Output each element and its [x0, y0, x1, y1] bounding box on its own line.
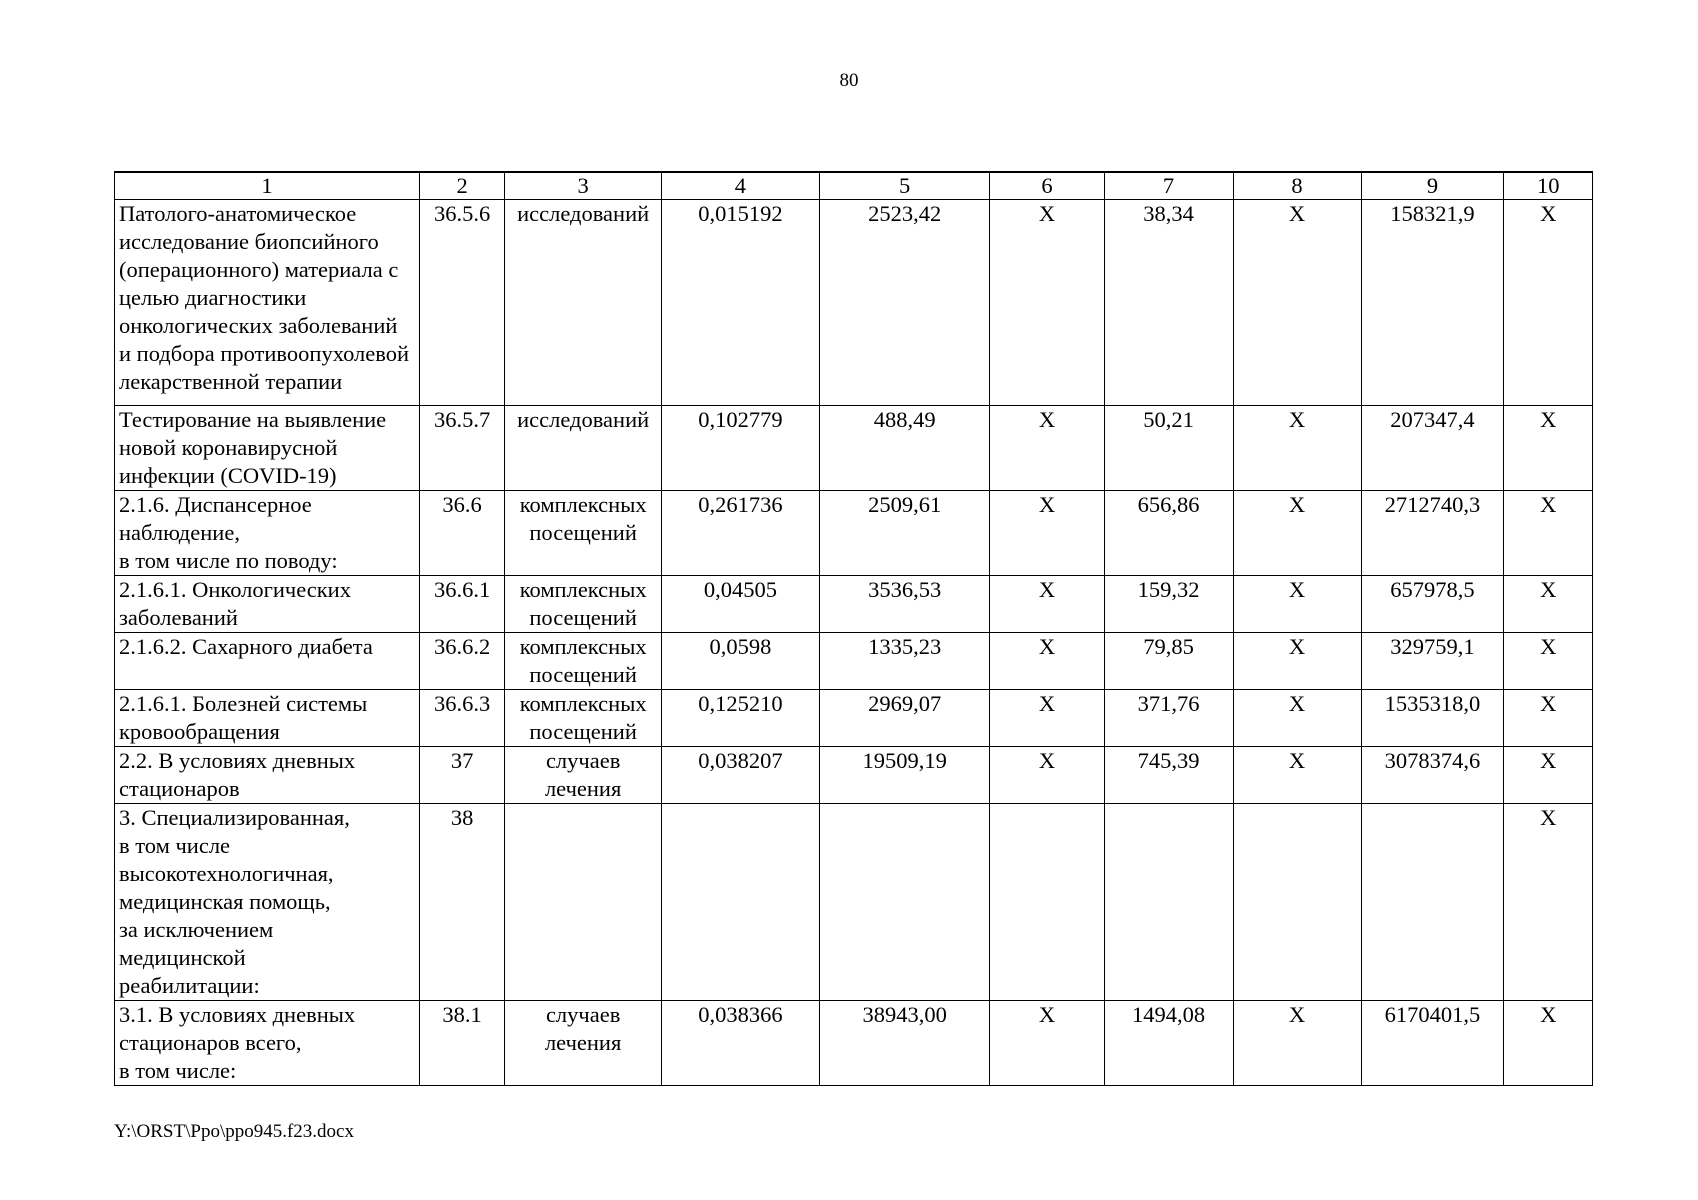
row-unit-cell: комплексных посещений [505, 633, 662, 690]
row-col6-cell: Х [990, 1001, 1104, 1086]
table-row [115, 804, 1593, 1001]
row-col4-cell: 0,102779 [662, 406, 820, 491]
row-name-cell: Патолого-анатомическое исследование биопсийного (операционного) материала с целью диагностики онкологических заболеваний и подбора противоопухолевой лекарственной терапии [115, 200, 420, 406]
row-unit-cell: комплексных посещений [505, 690, 662, 747]
row-col8-cell: Х [1233, 406, 1361, 491]
row-unit-cell [505, 804, 662, 1001]
row-col10-cell: Х [1504, 633, 1593, 690]
row-name-cell: 2.1.6. Диспансерное наблюдение, в том числе по поводу: [115, 491, 420, 576]
footer-file-path: Y:\ORST\Ppo\ppo945.f23.docx [114, 1121, 354, 1142]
row-col7-cell [1104, 804, 1233, 1001]
row-col5-cell: 488,49 [819, 406, 990, 491]
row-code-cell: 36.6 [419, 491, 504, 576]
header-cell: 5 [819, 172, 990, 200]
row-col6-cell: Х [990, 406, 1104, 491]
row-col4-cell: 0,261736 [662, 491, 820, 576]
row-col10-cell: Х [1504, 690, 1593, 747]
row-col4-cell: 0,04505 [662, 576, 820, 633]
data-table [114, 171, 1593, 1086]
row-unit-cell: комплексных посещений [505, 491, 662, 576]
row-col9-cell: 3078374,6 [1361, 747, 1504, 804]
row-col10-cell: Х [1504, 1001, 1593, 1086]
row-col8-cell: Х [1233, 747, 1361, 804]
table-row [115, 576, 1593, 633]
row-col10-cell: Х [1504, 200, 1593, 406]
header-cell: 9 [1361, 172, 1504, 200]
row-col6-cell: Х [990, 576, 1104, 633]
row-name-cell: 2.1.6.2. Сахарного диабета [115, 633, 420, 690]
row-col6-cell: Х [990, 633, 1104, 690]
header-cell: 3 [505, 172, 662, 200]
page-number: 80 [839, 70, 859, 91]
row-col6-cell: Х [990, 491, 1104, 576]
row-col8-cell: Х [1233, 491, 1361, 576]
row-name-cell: 3.1. В условиях дневных стационаров всего, в том числе: [115, 1001, 420, 1086]
row-col4-cell: 0,015192 [662, 200, 820, 406]
row-col5-cell: 2523,42 [819, 200, 990, 406]
header-cell: 4 [662, 172, 820, 200]
table-row [115, 200, 1593, 406]
row-col7-cell: 38,34 [1104, 200, 1233, 406]
row-col5-cell: 2509,61 [819, 491, 990, 576]
header-cell: 10 [1504, 172, 1593, 200]
row-col8-cell: Х [1233, 690, 1361, 747]
row-col9-cell: 158321,9 [1361, 200, 1504, 406]
row-code-cell: 38.1 [419, 1001, 504, 1086]
row-code-cell: 36.5.7 [419, 406, 504, 491]
row-col9-cell: 6170401,5 [1361, 1001, 1504, 1086]
row-col9-cell: 1535318,0 [1361, 690, 1504, 747]
row-code-cell: 36.6.1 [419, 576, 504, 633]
row-col5-cell: 2969,07 [819, 690, 990, 747]
header-cell: 8 [1233, 172, 1361, 200]
row-code-cell: 37 [419, 747, 504, 804]
row-name-cell: 3. Специализированная, в том числе высокотехнологичная, медицинская помощь, за исключением медицинской реабилитации: [115, 804, 420, 1001]
row-code-cell: 36.5.6 [419, 200, 504, 406]
row-col9-cell [1361, 804, 1504, 1001]
row-col4-cell: 0,038366 [662, 1001, 820, 1086]
row-col4-cell [662, 804, 820, 1001]
row-col4-cell: 0,038207 [662, 747, 820, 804]
row-col4-cell: 0,0598 [662, 633, 820, 690]
row-col7-cell: 79,85 [1104, 633, 1233, 690]
row-col8-cell: Х [1233, 633, 1361, 690]
table-row [115, 633, 1593, 690]
row-col4-cell: 0,125210 [662, 690, 820, 747]
table-row [115, 491, 1593, 576]
row-col7-cell: 50,21 [1104, 406, 1233, 491]
row-col5-cell: 3536,53 [819, 576, 990, 633]
row-col10-cell: Х [1504, 804, 1593, 1001]
row-name-cell: 2.1.6.1. Болезней системы кровообращения [115, 690, 420, 747]
row-unit-cell: исследований [505, 406, 662, 491]
row-col9-cell: 2712740,3 [1361, 491, 1504, 576]
row-col8-cell: Х [1233, 1001, 1361, 1086]
row-col5-cell: 38943,00 [819, 1001, 990, 1086]
table-row [115, 690, 1593, 747]
row-col10-cell: Х [1504, 747, 1593, 804]
row-col9-cell: 329759,1 [1361, 633, 1504, 690]
row-col10-cell: Х [1504, 406, 1593, 491]
row-col7-cell: 371,76 [1104, 690, 1233, 747]
row-col5-cell [819, 804, 990, 1001]
header-cell: 6 [990, 172, 1104, 200]
row-col5-cell: 1335,23 [819, 633, 990, 690]
row-unit-cell: комплексных посещений [505, 576, 662, 633]
row-unit-cell: исследований [505, 200, 662, 406]
row-code-cell: 38 [419, 804, 504, 1001]
row-col10-cell: Х [1504, 491, 1593, 576]
row-col9-cell: 657978,5 [1361, 576, 1504, 633]
row-col6-cell [990, 804, 1104, 1001]
row-name-cell: Тестирование на выявление новой коронавирусной инфекции (COVID-19) [115, 406, 420, 491]
row-col7-cell: 745,39 [1104, 747, 1233, 804]
header-cell: 1 [115, 172, 420, 200]
row-unit-cell: случаев лечения [505, 747, 662, 804]
table-row [115, 747, 1593, 804]
row-col6-cell: Х [990, 200, 1104, 406]
row-col8-cell [1233, 804, 1361, 1001]
header-cell: 7 [1104, 172, 1233, 200]
row-code-cell: 36.6.3 [419, 690, 504, 747]
row-col8-cell: Х [1233, 200, 1361, 406]
row-col10-cell: Х [1504, 576, 1593, 633]
row-col5-cell: 19509,19 [819, 747, 990, 804]
row-code-cell: 36.6.2 [419, 633, 504, 690]
row-col7-cell: 1494,08 [1104, 1001, 1233, 1086]
row-name-cell: 2.2. В условиях дневных стационаров [115, 747, 420, 804]
row-col7-cell: 159,32 [1104, 576, 1233, 633]
table-row [115, 406, 1593, 491]
table-header-row [115, 172, 1593, 200]
row-col8-cell: Х [1233, 576, 1361, 633]
row-col7-cell: 656,86 [1104, 491, 1233, 576]
row-col9-cell: 207347,4 [1361, 406, 1504, 491]
row-col6-cell: Х [990, 690, 1104, 747]
row-name-cell: 2.1.6.1. Онкологических заболеваний [115, 576, 420, 633]
table-row [115, 1001, 1593, 1086]
row-col6-cell: Х [990, 747, 1104, 804]
header-cell: 2 [419, 172, 504, 200]
row-unit-cell: случаев лечения [505, 1001, 662, 1086]
